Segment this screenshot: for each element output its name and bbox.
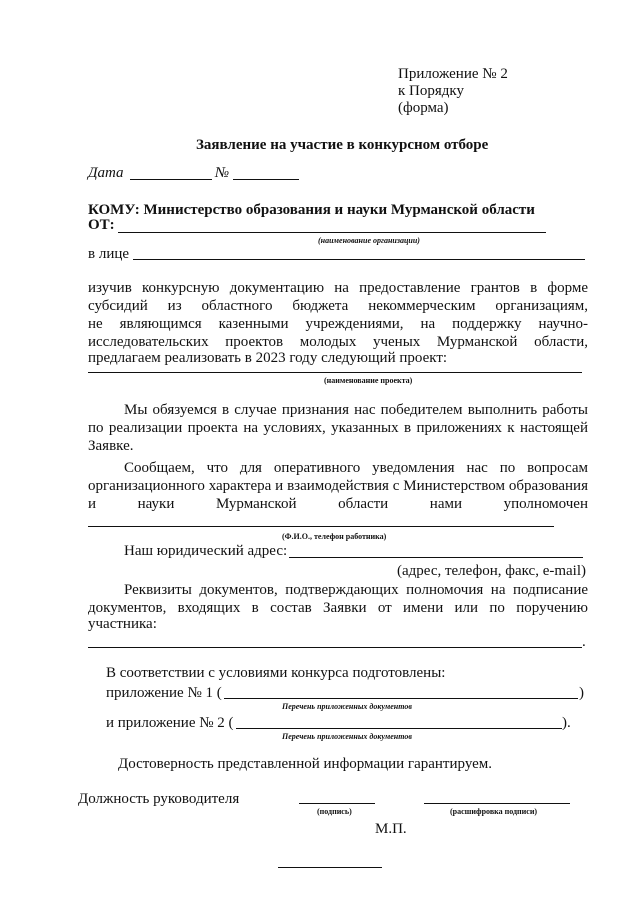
- signature-underline: [299, 803, 375, 804]
- requisites-line-2: документов, входящих в состав Заявки от имени или по поручению: [88, 600, 588, 616]
- legal-address-label: Наш юридический адрес:: [124, 543, 288, 559]
- requisites-line-3: участника:: [88, 616, 157, 632]
- obligation-line-3: Заявке.: [88, 438, 134, 454]
- annex2-label: и приложение № 2 (: [106, 715, 234, 731]
- intro-line-4: исследовательских проектов молодых ученых Мурманской области,: [88, 334, 588, 350]
- project-underline: [88, 372, 582, 373]
- appendix-number: Приложение № 2: [398, 66, 508, 82]
- page-title: Заявление на участие в конкурсном отборе: [196, 137, 489, 153]
- appendix-procedure: к Порядку: [398, 83, 464, 99]
- intro-line-3: не являющимся казенными учреждениями, на поддержку научно-: [88, 316, 588, 332]
- annex1-close: ): [579, 685, 584, 701]
- annex1-caption: Перечень приложенных документов: [282, 702, 412, 711]
- annex2-close: ).: [562, 715, 571, 731]
- decoding-caption: (расшифровка подписи): [450, 807, 538, 816]
- recipient-line: КОМУ: Министерство образования и науки Мурманской области: [88, 202, 535, 218]
- project-caption: (наименование проекта): [324, 376, 413, 385]
- stamp-label: М.П.: [375, 821, 407, 837]
- obligation-line-1: Мы обязуемся в случае признания нас победителем выполнить работы: [124, 402, 588, 418]
- decoding-underline: [424, 803, 570, 804]
- appendix-form: (форма): [398, 100, 449, 116]
- date-underline: [130, 179, 212, 180]
- represented-underline: [133, 259, 585, 260]
- annex2-underline: [236, 728, 562, 729]
- from-underline: [118, 232, 546, 233]
- annex1-underline: [224, 698, 578, 699]
- prepared-label: В соответствии с условиями конкурса подготовлены:: [106, 665, 446, 681]
- date-label: Дата: [88, 165, 124, 181]
- intro-line-5: предлагаем реализовать в 2023 году следующий проект:: [88, 350, 448, 366]
- annex2-caption: Перечень приложенных документов: [282, 732, 412, 741]
- from-label: ОТ:: [88, 217, 115, 233]
- guarantee-text: Достоверность представленной информации гарантируем.: [118, 756, 493, 772]
- intro-line-2: субсидий из областного бюджета некоммерческим организациям,: [88, 298, 588, 314]
- employee-caption: (Ф.И.О., телефон работника): [282, 532, 387, 541]
- represented-label: в лице: [88, 246, 130, 262]
- notice-line-3: и науки Мурманской области нами уполномочен: [88, 496, 588, 512]
- annex1-label: приложение № 1 (: [106, 685, 222, 701]
- signature-caption: (подпись): [317, 807, 352, 816]
- position-label: Должность руководителя: [78, 791, 240, 807]
- obligation-line-2: по реализации проекта на условиях, указанных в приложениях к настоящей: [88, 420, 588, 436]
- notice-line-2: организационного характера и взаимодействия с Министерством образования: [88, 478, 588, 494]
- employee-underline: [88, 526, 554, 527]
- requisites-underline: [88, 647, 582, 648]
- requisites-dot: .: [582, 634, 586, 650]
- requisites-line-1: Реквизиты документов, подтверждающих полномочия на подписание: [124, 582, 588, 598]
- address-caption: (адрес, телефон, факс, e-mail): [397, 563, 587, 579]
- bottom-underline: [278, 867, 382, 868]
- intro-line-1: изучив конкурсную документацию на предоставление грантов в форме: [88, 280, 588, 296]
- number-underline: [233, 179, 299, 180]
- notice-line-1: Сообщаем, что для оперативного уведомления нас по вопросам: [124, 460, 588, 476]
- number-label: №: [215, 165, 230, 181]
- org-caption: (наименование организации): [318, 236, 420, 245]
- legal-address-underline: [289, 557, 583, 558]
